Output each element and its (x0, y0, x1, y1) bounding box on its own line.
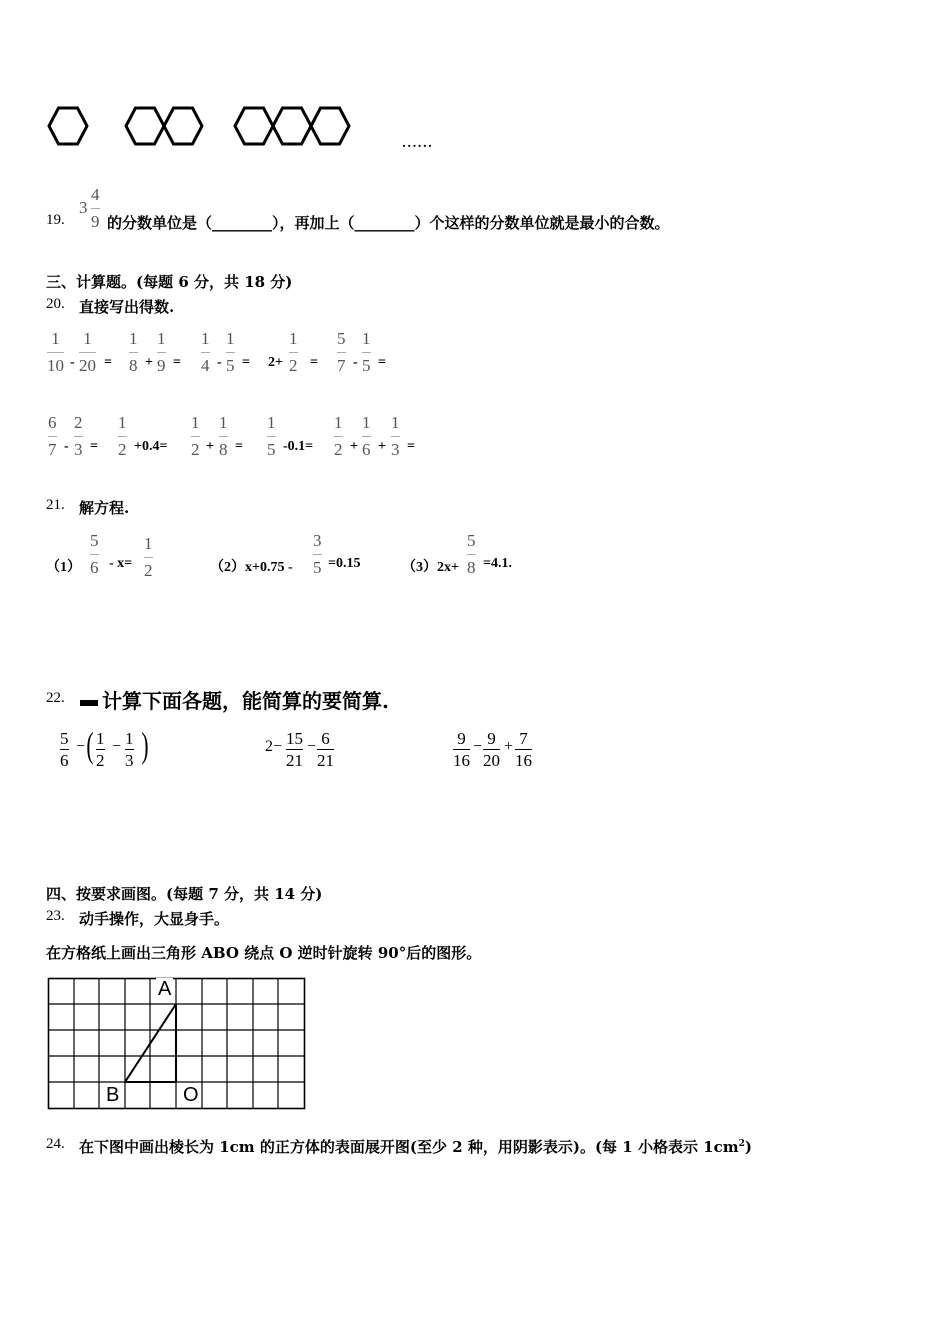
q23-title: 动手操作，大显身手。 (79, 910, 230, 928)
prefix: 2+ (268, 355, 283, 370)
q19-number: 19. (46, 212, 65, 228)
equals: = (407, 439, 415, 454)
q23-instruction: 在方格纸上画出三角形 ABO 绕点 O 逆时针旋转 90°后的图形。 (46, 944, 482, 962)
equals: = (378, 355, 386, 370)
double-hexagon-left (126, 108, 164, 144)
operator: - (353, 355, 358, 370)
frac: $\frac{6}{7}$ (48, 413, 57, 459)
operator: + (145, 355, 153, 370)
operator: − (112, 738, 122, 755)
frac: $\frac{1}{2}$ (144, 534, 153, 580)
q22-number: 22. (46, 690, 65, 706)
q20-number: 20. (46, 296, 65, 312)
triple-hexagon-1 (235, 108, 273, 144)
operator: - (217, 355, 222, 370)
q22-title: 计算下面各题，能简算的要简算. (102, 689, 389, 713)
eq3-suffix: =4.1. (483, 556, 512, 571)
eq2-suffix: =0.15 (328, 556, 361, 571)
frac: $\frac{1}{8}$ (129, 329, 138, 375)
double-hexagon-right (164, 108, 202, 144)
equals: = (242, 355, 250, 370)
q21-number: 21. (46, 497, 65, 513)
frac: $\frac{5}{8}$ (467, 531, 476, 577)
section3-title: 三、计算题。(每题 6 分，共 18 分) (46, 273, 293, 291)
q20-title: 直接写出得数. (79, 298, 175, 316)
close-paren: ) (141, 725, 149, 765)
q24-text (79, 1136, 752, 1157)
equals: = (235, 439, 243, 454)
frac: $\frac{1}{8}$ (219, 413, 228, 459)
frac: $\frac{1}{5}$ (267, 413, 276, 459)
triple-hexagon-2 (273, 108, 311, 144)
mixed-whole: 3 (79, 198, 88, 217)
frac: $\frac{1}{2}$ (118, 413, 127, 459)
frac: 15 21 (286, 729, 303, 770)
frac: $\frac{1}{5}$ (362, 329, 371, 375)
frac: $\frac{5}{6}$ (90, 531, 99, 577)
frac: $\frac{1}{5}$ (226, 329, 235, 375)
q24-body: 在下图中画出棱长为 1cm 的正方体的表面展开图(至少 2 种，用阴影表示)。(每 1 小格表示 1cm (79, 1138, 739, 1156)
q19-question-text: 的分数单位是（________），再加上（________）个这样的分数单位就是最小的合数。 (107, 214, 670, 232)
eq1-mid: - x= (109, 556, 133, 571)
mixed-fraction: $\frac{4}{9}$ (91, 185, 100, 231)
frac: $\frac{1}{2}$ (289, 329, 298, 375)
frac: 5 6 (60, 729, 69, 770)
open-paren: ( (86, 725, 94, 765)
frac: $\frac{5}{7}$ (337, 329, 346, 375)
point-o-label: O (183, 1084, 199, 1106)
q21-title: 解方程. (79, 499, 130, 517)
frac: $\frac{1}{2}$ (191, 413, 200, 459)
frac: $\frac{1}{20}$ (79, 329, 96, 375)
q22-marker-icon (80, 700, 98, 706)
eq2-label: （2）x+0.75 - (210, 560, 293, 575)
frac: 1 2 (96, 729, 105, 770)
operator: + (350, 439, 358, 454)
frac: $\frac{1}{2}$ (334, 413, 343, 459)
point-a-label: A (158, 978, 172, 1000)
frac: $\frac{1}{9}$ (157, 329, 166, 375)
frac: $\frac{1}{10}$ (47, 329, 64, 375)
rotation-grid-figure (47, 977, 307, 1113)
operator: - (64, 439, 69, 454)
q24-number: 24. (46, 1136, 65, 1152)
suffix: +0.4= (134, 439, 168, 454)
equals: = (90, 439, 98, 454)
operator: + (504, 738, 514, 755)
single-hexagon (49, 108, 87, 144)
ellipsis-text: ...... (402, 136, 434, 150)
operator: + (206, 439, 214, 454)
eq3-label: （3）2x+ (402, 560, 459, 575)
section4-title: 四、按要求画图。(每题 7 分，共 14 分) (46, 885, 323, 903)
hexagon-chain-figure (40, 95, 360, 157)
frac: $\frac{1}{4}$ (201, 329, 210, 375)
frac: $\frac{1}{3}$ (391, 413, 400, 459)
frac: $\frac{2}{3}$ (74, 413, 83, 459)
frac: 6 21 (317, 729, 334, 770)
operator: − (473, 738, 483, 755)
frac: 9 16 (453, 729, 470, 770)
triple-hexagon-3 (311, 108, 349, 144)
equals: = (104, 355, 112, 370)
suffix: -0.1= (283, 439, 314, 454)
frac: $\frac{3}{5}$ (313, 531, 322, 577)
frac: 9 20 (483, 729, 500, 770)
operator: − (76, 738, 86, 755)
operator: + (378, 439, 386, 454)
equals: = (173, 355, 181, 370)
frac: $\frac{1}{6}$ (362, 413, 371, 459)
prefix: 2− (265, 738, 283, 755)
q24-close: ) (744, 1138, 752, 1156)
operator: − (307, 738, 317, 755)
eq1-label: （1） (46, 560, 81, 575)
equals: = (310, 355, 318, 370)
point-b-label: B (106, 1084, 120, 1106)
q24-superscript: 2 (738, 1139, 745, 1149)
frac: 1 3 (125, 729, 134, 770)
frac: 7 16 (515, 729, 532, 770)
operator: - (70, 355, 75, 370)
q23-number: 23. (46, 908, 65, 924)
